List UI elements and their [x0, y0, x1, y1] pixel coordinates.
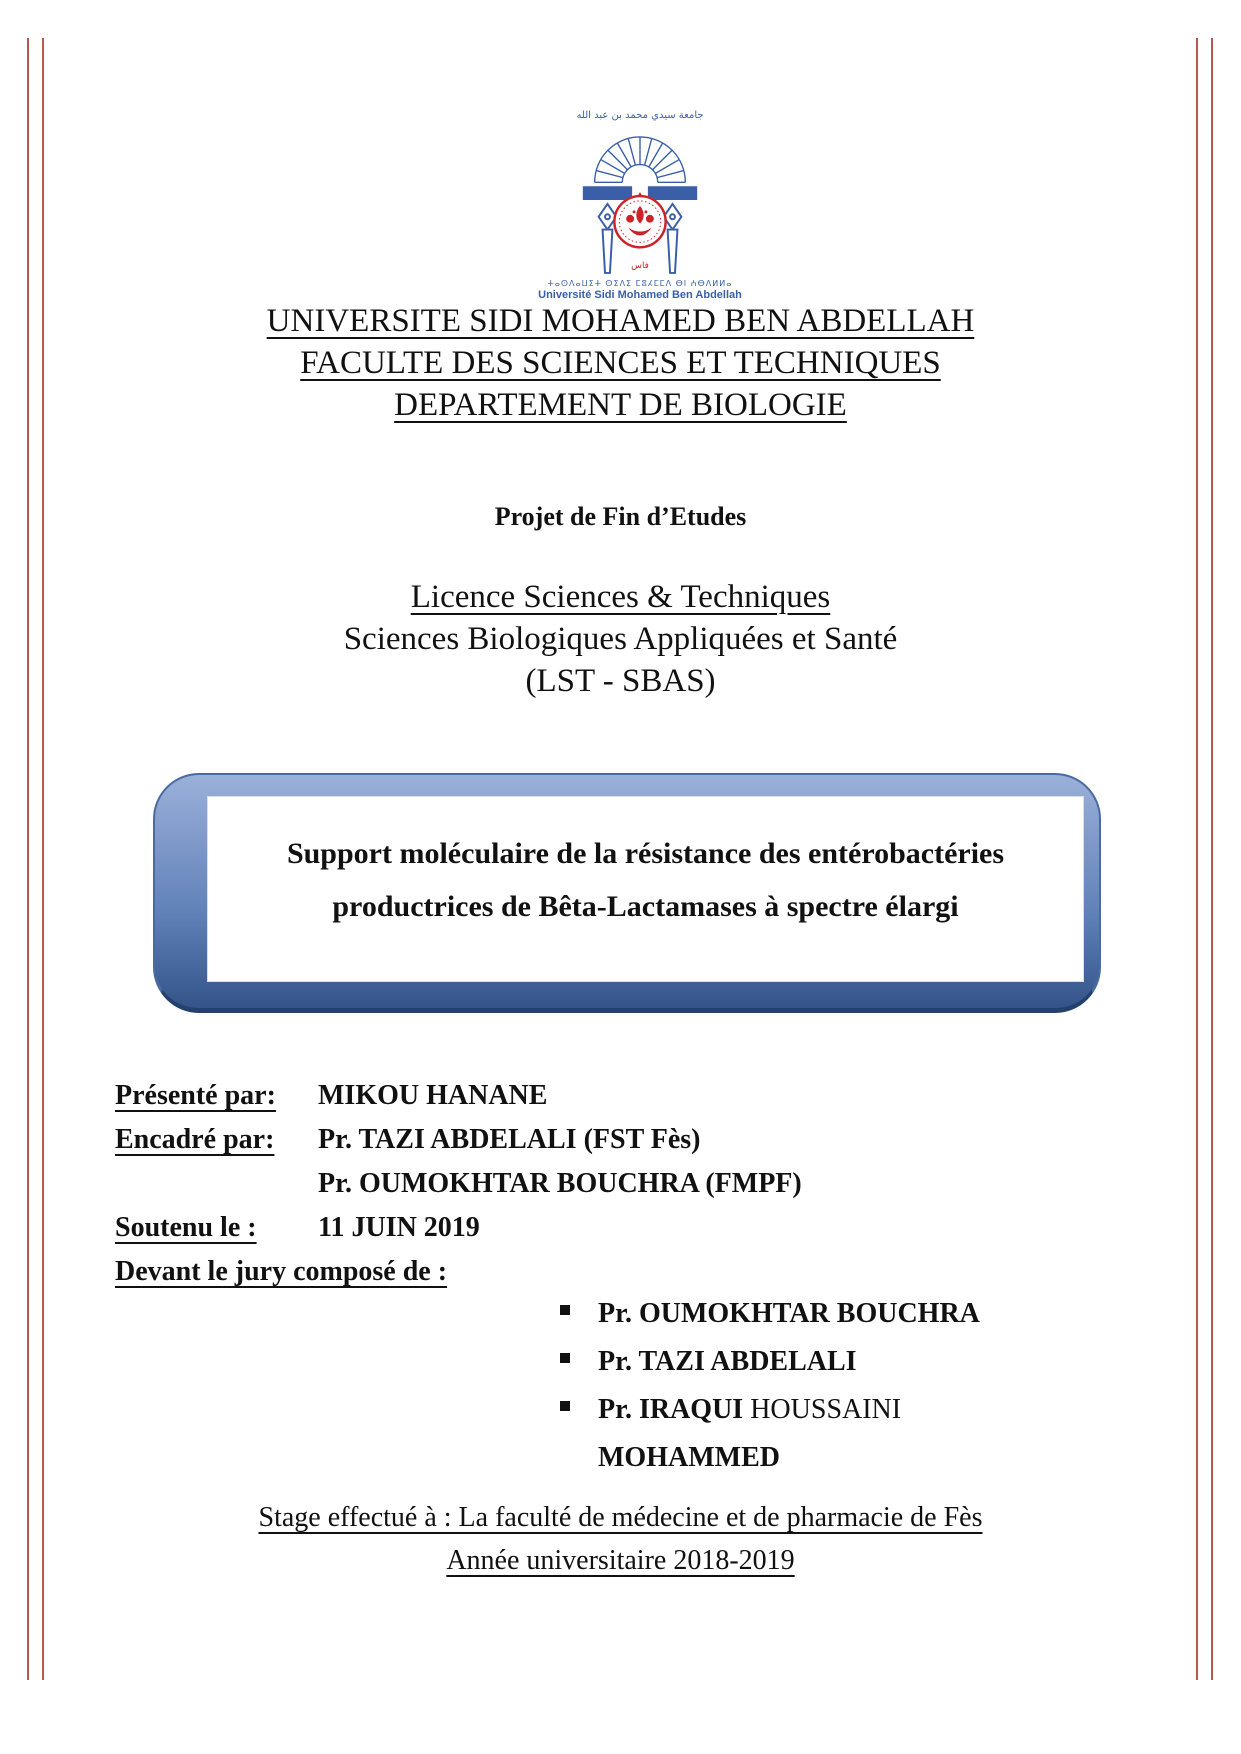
logo-arabic-title: جامعة سيدي محمد بن عبد الله — [576, 110, 704, 121]
supervisor1-value: Pr. TAZI ABDELALI (FST Fès) — [318, 1124, 701, 1155]
university-name: UNIVERSITE SIDI MOHAMED BEN ABDELLAH — [266, 303, 975, 339]
logo-tifinagh-line: ⵜⴰⵙⴷⴰⵡⵉⵜ ⵙⵉⴷⵉ ⵎⵓⵃⵎⵎⴷ ⴱⵏ ⵄⴱⴷⵍⵍⴰ — [547, 278, 733, 288]
square-bullet-icon — [560, 1305, 570, 1315]
jury-member — [560, 1386, 1120, 1482]
institution-headings — [0, 300, 1241, 426]
logo-caption: Université Sidi Mohamed Ben Abdellah — [538, 288, 742, 301]
thesis-title-line1: Support moléculaire de la résistance des entérobactéries — [286, 837, 1005, 870]
presented-by-label: Présenté par: — [115, 1080, 276, 1111]
thesis-title-panel — [207, 796, 1084, 982]
details-block — [115, 1074, 1095, 1294]
logo-medallion-icon — [614, 192, 665, 247]
defense-date-value: 11 JUIN 2019 — [318, 1212, 480, 1243]
logo-fan-icon — [595, 136, 686, 181]
thesis-title-box — [153, 773, 1101, 1013]
page-border-right-outer — [1211, 38, 1213, 1680]
presented-by-value: MIKOU HANANE — [318, 1080, 548, 1111]
jury-member-name-line2: MOHAMMED — [598, 1442, 780, 1473]
academic-year: Année universitaire 2018-2019 — [446, 1545, 795, 1576]
project-type: Projet de Fin d’Etudes — [494, 502, 747, 531]
internship-location: Stage effectué à : La faculté de médecine et de pharmacie de Fès — [258, 1502, 983, 1533]
degree-name: Licence Sciences & Techniques — [410, 579, 831, 615]
supervised-by-label: Encadré par: — [115, 1124, 275, 1155]
program-abbreviation: (LST - SBAS) — [525, 663, 716, 699]
jury-label: Devant le jury composé de : — [115, 1256, 448, 1287]
university-logo — [512, 110, 768, 301]
defended-on-label: Soutenu le : — [115, 1212, 257, 1243]
thesis-title-line2: productrices de Bêta-Lactamases à spectre élargi — [332, 890, 959, 923]
faculty-name: FACULTE DES SCIENCES ET TECHNIQUES — [300, 345, 941, 381]
jury-member-name-secondary: HOUSSAINI — [750, 1394, 902, 1425]
jury-list — [560, 1290, 1120, 1482]
logo-city-arabic: فاس — [631, 260, 649, 271]
jury-member — [560, 1290, 1120, 1338]
square-bullet-icon — [560, 1401, 570, 1411]
jury-member — [560, 1338, 1120, 1386]
page-border-left-outer — [27, 38, 29, 1680]
footer-block — [0, 1496, 1241, 1582]
jury-member-name: Pr. IRAQUI HOUSSAINI MOHAMMED — [598, 1386, 901, 1482]
program-block — [0, 576, 1241, 702]
empty-cell — [115, 1162, 318, 1206]
department-name: DEPARTEMENT DE BIOLOGIE — [394, 387, 847, 423]
university-logo-emblem — [571, 123, 709, 277]
jury-member-name: Pr. TAZI ABDELALI — [598, 1346, 857, 1377]
page-border-right-inner — [1196, 38, 1198, 1680]
jury-member-name: Pr. OUMOKHTAR BOUCHRA — [598, 1298, 980, 1329]
specialty-name: Sciences Biologiques Appliquées et Santé — [343, 621, 898, 657]
page-border-left-inner — [42, 38, 44, 1680]
supervisor2-value: Pr. OUMOKHTAR BOUCHRA (FMPF) — [318, 1168, 802, 1199]
square-bullet-icon — [560, 1353, 570, 1363]
